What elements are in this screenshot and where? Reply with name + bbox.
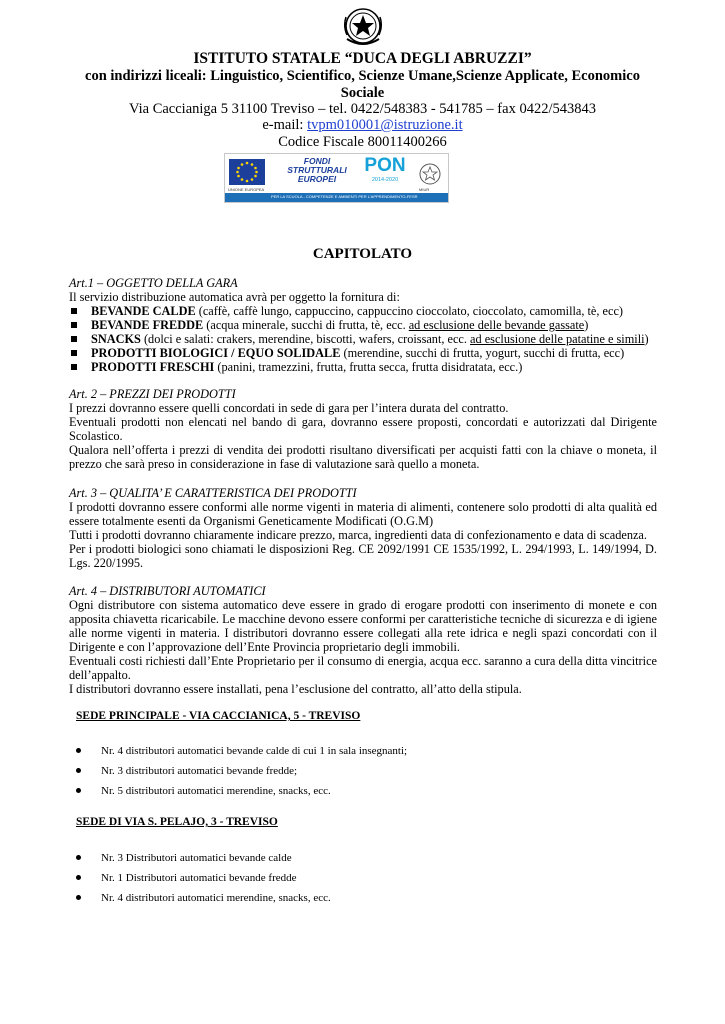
- art4-section: [69, 584, 657, 696]
- art3-heading: Art. 3 – QUALITA’ E CARATTERISTICA DEI PRODOTTI: [69, 486, 357, 500]
- institute-title: ISTITUTO STATALE “DUCA DEGLI ABRUZZI”: [193, 50, 532, 67]
- eu-label: UNIONE EUROPEA: [228, 187, 265, 192]
- eu-flag-icon: [229, 159, 265, 185]
- list-item: BEVANDE FREDDE (acqua minerale, succhi di frutta, tè, ecc. ad esclusione delle bevande gassate): [69, 318, 657, 332]
- art1-product-list: [69, 304, 657, 374]
- list-item: PRODOTTI FRESCHI (panini, tramezzini, frutta, frutta secca, frutta disidratata, ecc.): [69, 360, 657, 374]
- institute-address: Via Caccianiga 5 31100 Treviso – tel. 0422/548383 - 541785 – fax 0422/543843: [129, 101, 596, 117]
- miur-emblem-icon: [417, 162, 443, 186]
- bullet-dot-icon: [76, 748, 81, 753]
- document-title: CAPITOLATO: [312, 246, 413, 262]
- list-item: Nr. 3 Distributori automatici bevande calde: [76, 851, 636, 871]
- art1-section: [69, 276, 657, 374]
- fondi-line3: EUROPEI: [297, 174, 337, 184]
- art2-heading: Art. 2 – PREZZI DEI PRODOTTI: [69, 387, 236, 401]
- fondi-strutturali-logo: [277, 157, 357, 184]
- banner-strip-text: PER LA SCUOLA - COMPETENZE E AMBIENTI PER L'APPRENDIMENTO-FESR: [271, 194, 418, 199]
- list-item: Nr. 5 distributori automatici merendine, snacks, ecc.: [76, 784, 636, 804]
- fondi-line1: FONDI: [303, 156, 331, 166]
- art4-paragraph-2: Eventuali costi richiesti dall’Ente Proprietario per il consumo di energia, acqua ecc. saranno a cura della ditta vincitrice dell’appalto.: [69, 654, 657, 682]
- art2-paragraph-2: Eventuali prodotti non elencati nel bando di gara, dovranno essere proposti, concordati e autorizzati dal Dirigente Scolastico.: [69, 415, 657, 443]
- sede-principale-list: [76, 744, 636, 804]
- list-item: Nr. 4 distributori automatici bevande calde di cui 1 in sala insegnanti;: [76, 744, 636, 764]
- list-item: Nr. 1 Distributori automatici bevande fredde: [76, 871, 636, 891]
- square-bullet-icon: [71, 322, 77, 328]
- email-label: e-mail:: [262, 117, 308, 133]
- square-bullet-icon: [71, 336, 77, 342]
- square-bullet-icon: [71, 350, 77, 356]
- list-item: Nr. 4 distributori automatici merendine, snacks, ecc.: [76, 891, 636, 911]
- institute-subtitle-line1: con indirizzi liceali: Linguistico, Scientifico, Scienze Umane,Scienze Applicate, Economico: [85, 68, 640, 84]
- list-item: Nr. 3 distributori automatici bevande fredde;: [76, 764, 636, 784]
- art3-paragraph-3: Per i prodotti biologici sono chiamati le disposizioni Reg. CE 2092/1991 CE 1535/1992, L. 294/1993, L. 149/1994, D. Lgs. 220/1995.: [69, 542, 657, 570]
- art2-paragraph-3: Qualora nell’offerta i prezzi di vendita dei prodotti risultano diversificati per acquisti fatti con la chiave o moneta, il prezzo che sarà preso in considerazione in fase di valutazione sarà quello a moneta.: [69, 443, 657, 471]
- codice-fiscale: Codice Fiscale 80011400266: [278, 134, 447, 150]
- list-item: PRODOTTI BIOLOGICI / EQUO SOLIDALE (merendine, succhi di frutta, yogurt, succhi di frutta, ecc): [69, 346, 657, 360]
- pon-logo: PON: [364, 155, 406, 176]
- art3-paragraph-1: I prodotti dovranno essere conformi alle norme vigenti in materia di alimenti, contenere solo prodotti di alta qualità ed essere totalmente esenti da Organismi Geneticamente Modificati (O.G.M): [69, 500, 657, 528]
- art2-section: [69, 387, 657, 471]
- list-item: SNACKS (dolci e salati: crakers, merendine, biscotti, wafers, croissant, ecc. ad esclusione delle patatine e simili): [69, 332, 657, 346]
- bullet-dot-icon: [76, 875, 81, 880]
- institute-email-line: [40, 116, 685, 134]
- sede-pelajo-list: [76, 851, 636, 911]
- sede-pelajo-heading: SEDE DI VIA S. PELAJO, 3 - TREVISO: [76, 816, 278, 828]
- sede-principale-heading: SEDE PRINCIPALE - VIA CACCIANICA, 5 - TREVISO: [76, 710, 361, 722]
- art4-heading: Art. 4 – DISTRIBUTORI AUTOMATICI: [69, 584, 266, 598]
- republic-emblem-icon: [343, 5, 383, 49]
- pon-banner: [224, 153, 449, 203]
- art1-intro: Il servizio distribuzione automatica avrà per oggetto la fornitura di:: [69, 290, 400, 304]
- institute-subtitle-line2: Sociale: [340, 85, 385, 101]
- art1-heading: Art.1 – OGGETTO DELLA GARA: [69, 276, 238, 290]
- square-bullet-icon: [71, 364, 77, 370]
- bullet-dot-icon: [76, 895, 81, 900]
- miur-label: MIUR: [419, 187, 430, 192]
- banner-strip: [225, 193, 448, 202]
- bullet-dot-icon: [76, 768, 81, 773]
- pon-years: 2014-2020: [371, 177, 399, 183]
- bullet-dot-icon: [76, 788, 81, 793]
- email-link[interactable]: tvpm010001@istruzione.it: [307, 117, 463, 133]
- art2-paragraph-1: I prezzi dovranno essere quelli concordati in sede di gara per l’intera durata del contratto.: [69, 401, 509, 415]
- list-item: BEVANDE CALDE (caffè, caffè lungo, cappuccino, cappuccino cioccolato, cioccolato, camomilla, tè, ecc): [69, 304, 657, 318]
- fondi-line2: STRUTTURALI: [287, 165, 347, 175]
- bullet-dot-icon: [76, 855, 81, 860]
- art3-paragraph-2: Tutti i prodotti dovranno chiaramente indicare prezzo, marca, ingredienti data di confezionamento e data di scadenza.: [69, 528, 647, 542]
- art4-paragraph-3: I distributori dovranno essere installati, pena l’esclusione del contratto, all’atto della stipula.: [69, 682, 522, 696]
- art4-paragraph-1: Ogni distributore con sistema automatico deve essere in grado di erogare prodotti con inserimento di monete e con apposita chiavetta ricaricabile. Le macchine devono essere conformi per caratteristiche tecniche di sicurezza e di igiene alle norme vigenti in materia. I distributori dovranno essere collegati alla rete idrica e negli spazi concordati con il Dirigente e con l’approvazione dell’Ente Provincia proprietario degli immobili.: [69, 598, 657, 654]
- square-bullet-icon: [71, 308, 77, 314]
- art3-section: [69, 486, 657, 570]
